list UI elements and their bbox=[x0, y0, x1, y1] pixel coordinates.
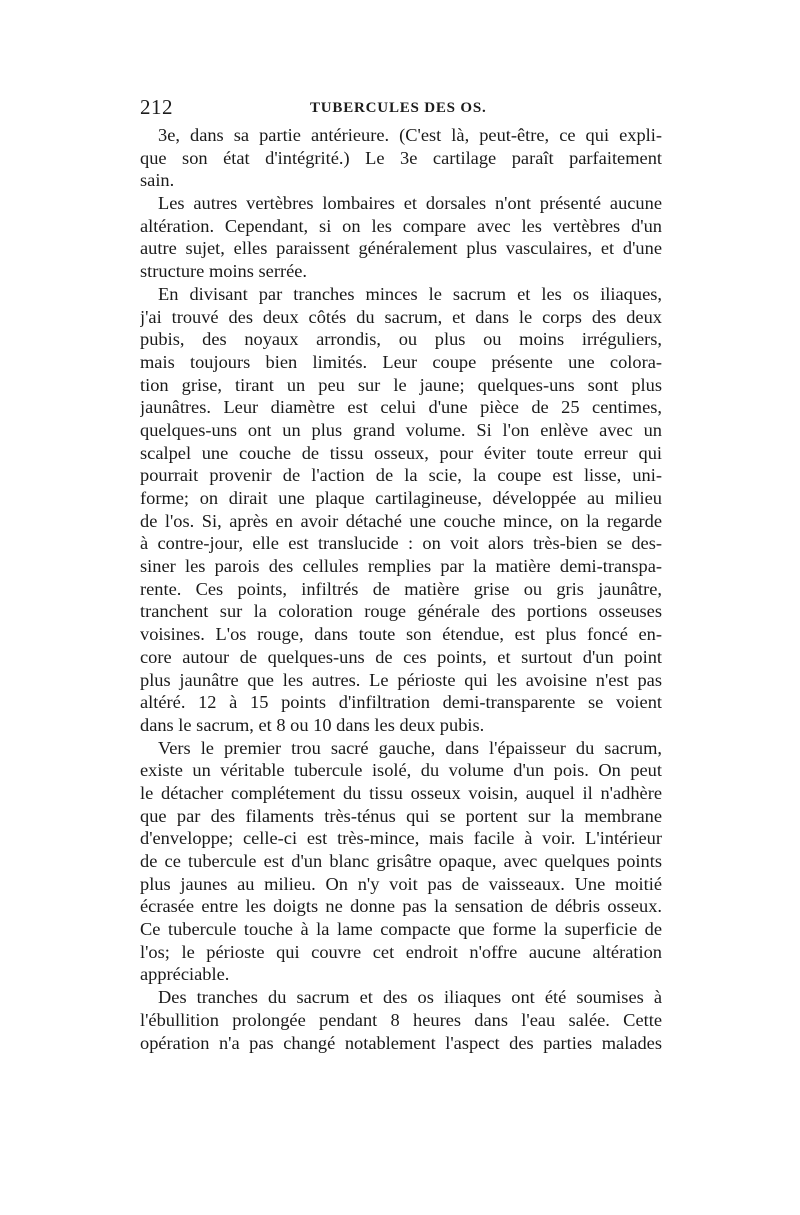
text-line: altéré. 12 à 15 points d'infiltration demi-transparente se voient bbox=[140, 692, 662, 713]
text-line: l'os; le périoste qui couvre cet endroit n'offre aucune altération bbox=[140, 941, 662, 962]
text-line: dans le sacrum, et 8 ou 10 dans les deux pubis. bbox=[140, 714, 485, 735]
text-line: à contre-jour, elle est translucide : on voit alors très-bien se des- bbox=[140, 533, 662, 554]
text-line: En divisant par tranches minces le sacrum et les os iliaques, bbox=[158, 283, 662, 304]
text-line: sain. bbox=[140, 170, 175, 191]
text-line: j'ai trouvé des deux côtés du sacrum, et dans le corps des deux bbox=[140, 306, 662, 327]
page-header bbox=[140, 95, 662, 125]
text-line: Des tranches du sacrum et des os iliaques ont été soumises à bbox=[158, 987, 662, 1008]
text-line: pubis, des noyaux arrondis, ou plus ou moins irréguliers, bbox=[140, 329, 662, 350]
text-line: tion grise, tirant un peu sur le jaune; quelques-uns sont plus bbox=[140, 374, 662, 395]
text-line: d'enveloppe; celle-ci est très-mince, mais facile à voir. L'intérieur bbox=[140, 828, 662, 849]
page-number: 212 bbox=[140, 95, 173, 119]
text-line: plus jaunes au milieu. On n'y voit pas de vaisseaux. Une moitié bbox=[140, 873, 662, 894]
text-line: siner les parois des cellules remplies par la matière demi-transpa- bbox=[140, 556, 662, 577]
text-line: opération n'a pas changé notablement l'aspect des parties malades bbox=[140, 1032, 662, 1053]
text-line: structure moins serrée. bbox=[140, 261, 307, 282]
text-line: écrasée entre les doigts ne donne pas la sensation de débris osseux. bbox=[140, 896, 662, 917]
running-title: TUBERCULES DES OS. bbox=[310, 100, 487, 116]
text-line: Vers le premier trou sacré gauche, dans l'épaisseur du sacrum, bbox=[158, 737, 662, 758]
text-line: pourrait provenir de l'action de la scie, la coupe est lisse, uni- bbox=[140, 465, 662, 486]
text-line: mais toujours bien limités. Leur coupe présente une colora- bbox=[140, 351, 662, 372]
text-line: appréciable. bbox=[140, 964, 230, 985]
text-line: tranchent sur la coloration rouge générale des portions osseuses bbox=[140, 601, 662, 622]
text-line: Les autres vertèbres lombaires et dorsales n'ont présenté aucune bbox=[158, 193, 662, 214]
text-line: rente. Ces points, infiltrés de matière grise ou gris jaunâtre, bbox=[140, 578, 662, 599]
text-line: que par des filaments très-ténus qui se portent sur la membrane bbox=[140, 805, 662, 826]
text-line: scalpel une couche de tissu osseux, pour éviter toute erreur qui bbox=[140, 442, 662, 463]
text-line: forme; on dirait une plaque cartilagineuse, développée au milieu bbox=[140, 488, 662, 508]
text-line: 3e, dans sa partie antérieure. (C'est là, peut-être, ce qui expli- bbox=[158, 125, 662, 145]
text-line: autre sujet, elles paraissent généralement plus vasculaires, et d'une bbox=[140, 238, 662, 259]
text-line: le détacher complétement du tissu osseux voisin, auquel il n'adhère bbox=[140, 782, 662, 803]
text-line: de l'os. Si, après en avoir détaché une couche mince, on la regarde bbox=[140, 510, 662, 531]
text-line: voisines. L'os rouge, dans toute son étendue, est plus foncé en- bbox=[140, 624, 662, 645]
text-line: altération. Cependant, si on les compare avec les vertèbres d'un bbox=[140, 215, 662, 236]
text-line: l'ébullition prolongée pendant 8 heures dans l'eau salée. Cette bbox=[140, 1009, 662, 1030]
text-line: core autour de quelques-uns de ces points, et surtout d'un point bbox=[140, 646, 662, 667]
text-line: Ce tubercule touche à la lame compacte que forme la superficie de bbox=[140, 919, 662, 940]
text-line: jaunâtres. Leur diamètre est celui d'une pièce de 25 centimes, bbox=[140, 397, 662, 418]
text-line: plus jaunâtre que les autres. Le périoste qui les avoisine n'est pas bbox=[140, 669, 662, 690]
text-line: quelques-uns ont un plus grand volume. Si l'on enlève avec un bbox=[140, 419, 662, 440]
text-line: de ce tubercule est d'un blanc grisâtre opaque, avec quelques points bbox=[140, 851, 662, 871]
text-line: existe un véritable tubercule isolé, du volume d'un pois. On peut bbox=[140, 760, 662, 781]
text-line: que son état d'intégrité.) Le 3e cartilage paraît parfaitement bbox=[140, 147, 662, 168]
body-text bbox=[140, 124, 662, 1054]
